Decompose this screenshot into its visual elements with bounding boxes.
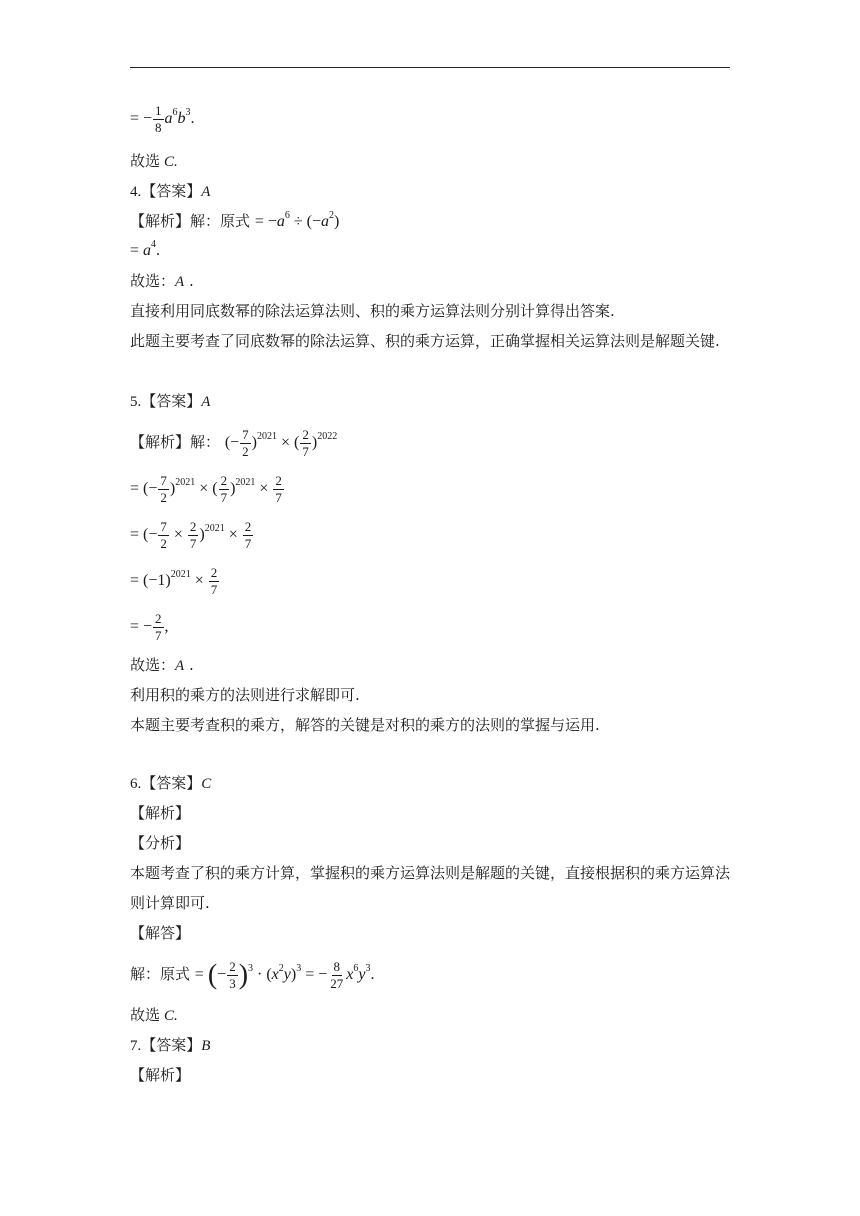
q4-explanation-1: 直接利用同底数幂的除法运算法则、积的乘方运算法则分别计算得出答案.: [130, 302, 615, 320]
q5-choose: 故选：A .: [130, 656, 194, 674]
q5-solution-line: 【解析】解： (− $\frac{7}{2}$ )$^{2021}$ × ( $\frac{2}{7}$ )$^{2022}$: [130, 427, 338, 459]
q6-number: 6.: [130, 776, 142, 792]
q5-step-2: = (− $\frac{7}{2}$ × $\frac{2}{7}$ )$^{2021}$ × $\frac{2}{7}$: [130, 519, 252, 551]
choose-label: 故选: [130, 152, 161, 170]
q5-step-1: = (− $\frac{7}{2}$ )$^{2021}$ × ( $\frac{2}{7}$ )$^{2021}$ × $\frac{2}{7}$: [130, 473, 282, 505]
q6-answer-line: [130, 772, 211, 795]
q6-fenxi-tag: 【分析】: [130, 834, 191, 852]
fraction-numerator: 1: [155, 103, 162, 118]
q5-step-4: = − $\frac{2}{7}$ ,: [130, 611, 169, 643]
q6-jieda-tag: 【解答】: [130, 924, 191, 942]
q6-choose: [130, 1004, 178, 1027]
q5-jiexi-tag: 【解析】: [130, 433, 191, 452]
q4-answer-line: [130, 180, 210, 203]
q4-answer-letter: A: [201, 184, 211, 200]
q4-solution-label: 解：原式: [190, 212, 251, 230]
q7-answer-tag: 【答案】: [141, 1036, 202, 1054]
q6-jiexi-tag: 【解析】: [130, 804, 191, 822]
header-rule: [130, 67, 730, 68]
q4-step-2: = $a^4$.: [130, 239, 161, 259]
q5-step-3: = $(-1)^{2021}$ × $\frac{2}{7}$: [130, 565, 218, 597]
q5-explanation-2: 本题主要考查积的乘方，解答的关键是对积的乘方的法则的掌握与运用.: [130, 716, 600, 734]
q4-jiexi-tag: 【解析】: [130, 212, 191, 230]
fraction-denominator: 8: [155, 120, 162, 135]
choose-letter: C.: [164, 154, 178, 170]
q7-jiexi-tag: 【解析】: [130, 1066, 191, 1084]
q6-solution-label: 解：原式: [130, 965, 191, 984]
q5-answer-line: [130, 390, 210, 413]
q4-answer-tag: 【答案】: [141, 182, 202, 200]
q6-analysis-1: 本题考查了积的乘方计算，掌握积的乘方运算法则是解题的关键，直接根据积的乘方运算法: [130, 864, 731, 882]
q5-answer-tag: 【答案】: [141, 392, 202, 410]
q4-number: 4.: [130, 184, 142, 200]
q4-choose: 故选：A .: [130, 272, 194, 290]
q6-choose-label: 故选: [130, 1006, 161, 1024]
q6-choose-letter: C.: [164, 1008, 178, 1024]
q6-analysis-2: 则计算即可.: [130, 894, 210, 912]
q7-answer-letter: B: [201, 1038, 211, 1054]
q4-explanation-2: 此题主要考查了同底数幂的除法运算、积的乘方运算，正确掌握相关运算法则是解题关键.: [130, 332, 720, 350]
q4-solution-line: 【解析】解：原式 = $-a^6 \div (-a^2)$: [130, 210, 340, 230]
q5-explanation-1: 利用积的乘方的法则进行求解即可.: [130, 686, 360, 704]
q6-solution-line: 解：原式 = (− $\frac{2}{3}$ )$^3 \cdot (x^2y)^3$ = − $\frac{8}{27}$ $x^6y^3$.: [130, 959, 375, 991]
q7-number: 7.: [130, 1038, 142, 1054]
choose-line-3: [130, 150, 178, 173]
q5-answer-letter: A: [201, 394, 211, 410]
q5-number: 5.: [130, 394, 142, 410]
q6-answer-tag: 【答案】: [141, 774, 202, 792]
q5-solution-label: 解：: [190, 433, 221, 452]
formula-line-1: = − $\frac{1}{8}$ $a^6b^3$.: [130, 103, 195, 135]
q7-answer-line: [130, 1034, 210, 1057]
q6-answer-letter: C: [201, 776, 212, 792]
